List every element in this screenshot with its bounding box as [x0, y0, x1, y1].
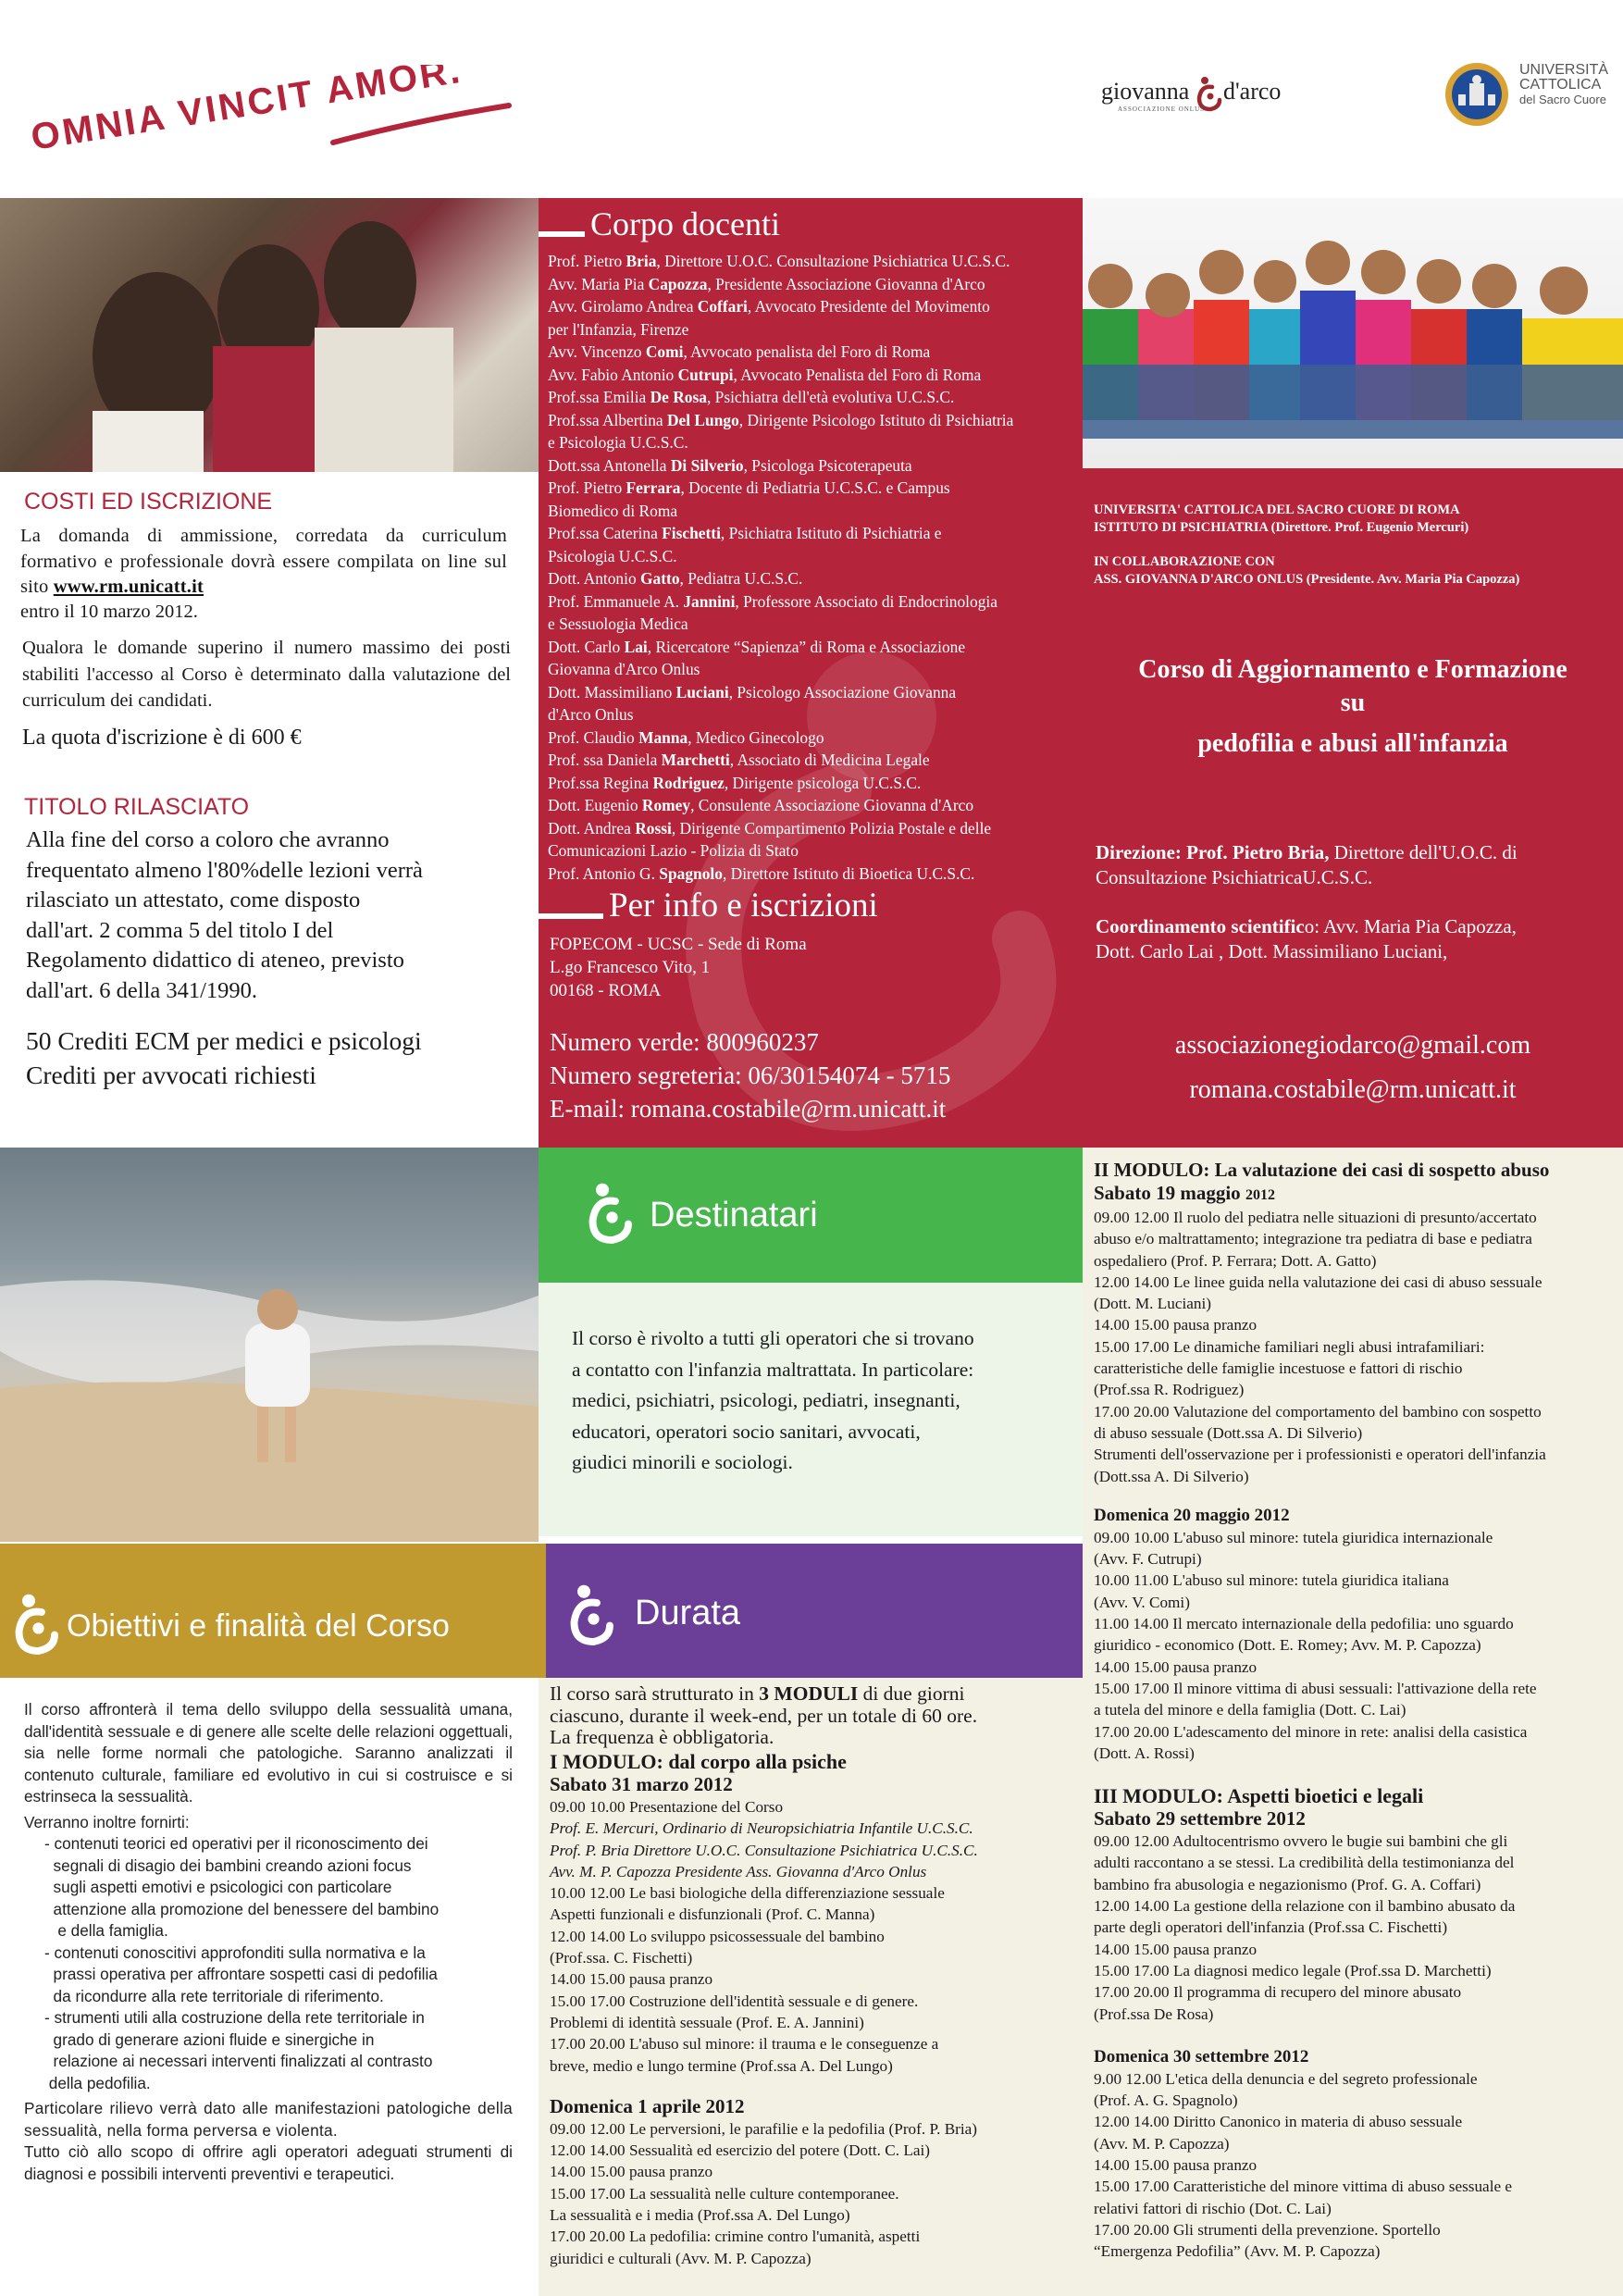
schedule-item: (Prof. A. G. Spagnolo): [1094, 2091, 1238, 2110]
mother-child-icon: [564, 1582, 616, 1654]
faculty-surname: Jannini: [683, 591, 736, 611]
faculty-title-text: Prof.ssa Regina: [548, 773, 653, 792]
faculty-title-text: Avv. Maria Pia: [548, 274, 649, 293]
faculty-title-text: Prof.ssa Albertina: [548, 410, 667, 429]
costs-paragraph: [20, 524, 507, 601]
faculty-member: [548, 839, 1013, 863]
faculty-member: [548, 409, 1013, 432]
direction-line2: Consultazione PsichiatricaU.C.S.C.: [1096, 866, 1373, 888]
faculty-role: , Dirigente Compartimento Polizia Postale e delle: [671, 818, 992, 838]
title-line: dall'art. 6 della 341/1990.: [26, 977, 258, 1003]
info-address: [550, 933, 807, 1002]
schedule-item: a tutela del minore e della famiglia (Dott. C. Lai): [1094, 1701, 1406, 1719]
faculty-role: , Avvocato penalista del Foro di Roma: [683, 342, 931, 361]
faculty-surname: Ferrara: [626, 478, 681, 497]
faculty-title-text: Avv. Girolamo Andrea: [548, 297, 698, 316]
schedule-item: 12.00 14.00 Lo sviluppo psicossessuale del bambino: [550, 1927, 885, 1945]
organizer-line: ISTITUTO DI PSICHIATRIA (Direttore. Prof. Eugenio Mercuri): [1094, 520, 1469, 535]
direction-block: [1096, 840, 1518, 964]
ucsc-line1: UNIVERSITÀ: [1519, 62, 1609, 78]
info-title: Per info e iscrizioni: [609, 887, 878, 925]
faculty-surname: Capozza: [648, 274, 708, 293]
faculty-member: [548, 545, 1013, 568]
faculty-title-text: Prof.ssa Caterina: [548, 524, 663, 542]
motto-logo: [28, 65, 527, 167]
modules-panel: [1083, 1148, 1623, 2296]
bullet-line: - strumenti utili alla costruzione della rete territoriale in: [44, 2008, 425, 2027]
schedule-item: “Emergenza Pedofilia” (Avv. M. P. Capozza): [1094, 2242, 1381, 2261]
faculty-surname: Fischetti: [662, 524, 721, 542]
faculty-role: , Associato di Medicina Legale: [729, 751, 930, 769]
motto-text: OMNIA VINCIT AMOR.: [28, 65, 465, 158]
schedule-list: [1094, 2068, 1549, 2263]
faculty-title-text: Prof. Antonio G.: [548, 863, 660, 883]
faculty-title-text: Avv. Vincenzo: [548, 342, 646, 361]
destinatari-body: [539, 1283, 1083, 1536]
destinatari-header: [539, 1148, 1083, 1283]
costs-title: COSTI ED ISCRIZIONE: [24, 489, 273, 515]
destinatari-line: Il corso è rivolto a tutti gli operatori che si trovano: [572, 1327, 974, 1349]
schedule-item: Prof. E. Mercuri, Ordinario di Neuropsichiatria Infantile U.C.S.C.: [550, 1819, 973, 1838]
ucsc-line2: CATTOLICA: [1519, 77, 1602, 93]
title-line: Regolamento didattico di ateneo, previsto: [26, 948, 404, 973]
schedule-item: ospedaliero (Prof. P. Ferrara; Dott. A. Gatto): [1094, 1251, 1377, 1270]
schedule-item: 17.00 20.00 Valutazione del comportamento del bambino con sospetto: [1094, 1402, 1542, 1421]
costs-selection-text: Qualora le domande superino il numero massimo dei posti stabiliti l'accesso al Corso è determinato dalla valutazione del curriculum dei candidati.: [22, 638, 511, 711]
faculty-member: [548, 364, 1013, 387]
faculty-member: [548, 522, 1013, 545]
schedule-item: 15.00 17.00 Caratteristiche del minore vittima di abuso sessuale e: [1094, 2178, 1513, 2196]
schedule-item: Problemi di identità sessuale (Prof. E. A. Jannini): [550, 2013, 864, 2031]
schedule-item: 12.00 14.00 Le linee guida nella valutazione dei casi di abuso sessuale: [1094, 1272, 1542, 1291]
module1-title: I MODULO: dal corpo alla psiche: [550, 1750, 847, 1773]
obiettivi-body: [24, 1699, 513, 2185]
schedule-item: 11.00 14.00 Il mercato internazionale della pedofilia: uno sguardo: [1094, 1615, 1514, 1633]
faculty-title-text: Avv. Fabio Antonio: [548, 365, 678, 384]
faculty-member: [548, 318, 1013, 341]
faculty-surname: De Rosa: [650, 388, 707, 406]
schedule-item: Prof. P. Bria Direttore U.O.C. Consultazione Psichiatrica U.C.S.C.: [550, 1841, 978, 1859]
faculty-title-text: Comunicazioni Lazio - Polizia di Stato: [548, 841, 799, 860]
faculty-surname: Cutrupi: [677, 365, 734, 384]
mother-child-icon: [583, 1181, 635, 1252]
faculty-title-text: Biomedico di Roma: [548, 501, 678, 520]
faculty-list: [548, 250, 1013, 885]
schedule-item: giuridici e culturali (Avv. M. P. Capozza): [550, 2249, 812, 2267]
faculty-surname: Rossi: [635, 818, 672, 838]
faculty-title-text: Dott.ssa Antonella: [548, 455, 671, 475]
info-email[interactable]: E-mail: romana.costabile@rm.unicatt.it: [550, 1095, 947, 1123]
gda-logo-sub: ASSOCIAZIONE ONLUS: [1118, 105, 1206, 113]
schedule-item: 09.00 10.00 Presentazione del Corso: [550, 1798, 784, 1816]
schedule-item: (Avv. F. Cutrupi): [1094, 1550, 1202, 1569]
destinatari-line: medici, psichiatri, psicologi, pediatri, insegnanti,: [572, 1389, 960, 1411]
faculty-role: , Direttore U.O.C. Consultazione Psichiatrica U.C.S.C.: [656, 252, 1010, 270]
schedule-item: 17.00 20.00 L'adescamento del minore in rete: analisi della casistica: [1094, 1722, 1528, 1741]
faculty-member: [548, 386, 1013, 409]
heading-bar: [539, 913, 603, 919]
faculty-role: , Ricercatore “Sapienza” di Roma e Associazione: [647, 637, 966, 656]
title-section-heading: TITOLO RILASCIATO: [24, 794, 250, 820]
schedule-item: 10.00 11.00 L'abuso sul minore: tutela giuridica italiana: [1094, 1571, 1449, 1590]
schedule-item: abuso e/o maltrattamento; integrazione tra pediatra di base e pediatra: [1094, 1230, 1532, 1248]
course-title-line1: Corso di Aggiornamento e Formazione: [1138, 655, 1567, 684]
faculty-title-text: e Psicologia U.C.S.C.: [548, 433, 688, 452]
organizer-line: UNIVERSITA' CATTOLICA DEL SACRO CUORE DI ROMA: [1094, 503, 1460, 517]
schedule-item: 15.00 17.00 Le dinamiche familiari negli abusi intrafamiliari:: [1094, 1337, 1485, 1356]
faculty-member: [548, 636, 1013, 659]
faculty-role: , Presidente Associazione Giovanna d'Arco: [707, 274, 985, 293]
schedule-item: 12.00 14.00 Diritto Canonico in materia di abuso sessuale: [1094, 2113, 1463, 2131]
costs-deadline: entro il 10 marzo 2012.: [20, 602, 198, 622]
obiettivi-header: [0, 1544, 546, 1678]
schedule-item: 17.00 20.00 Gli strumenti della prevenzione. Sportello: [1094, 2220, 1441, 2239]
coord-text: o: Avv. Maria Pia Capozza,: [1304, 915, 1517, 937]
schedule-item: 09.00 12.00 Il ruolo del pediatra nelle situazioni di presunto/accertato: [1094, 1209, 1537, 1226]
durata-intro-line3: La frequenza è obbligatoria.: [550, 1726, 774, 1748]
faculty-role: , Docente di Pediatria U.C.S.C. e Campus: [680, 478, 950, 497]
gda-logo-name: giovanna: [1101, 78, 1190, 105]
coord-label: Coordinamento scientific: [1096, 915, 1305, 937]
faculty-member: [548, 658, 1013, 681]
faculty-surname: Luciani: [675, 682, 729, 701]
schedule-item: La sessualità e i media (Prof.ssa A. Del Lungo): [550, 2206, 850, 2225]
destinatari-title: Destinatari: [650, 1196, 818, 1235]
coord-line2: Dott. Carlo Lai , Dott. Massimiliano Luciani,: [1096, 940, 1448, 962]
course-title-line2: su: [1340, 689, 1366, 717]
faculty-title: Corpo docenti: [590, 205, 780, 242]
schedule-item: (Avv. M. P. Capozza): [1094, 2134, 1230, 2153]
bullet-line: prassi operativa per affrontare sospetti casi di pedofilia: [44, 1965, 438, 1983]
gda-logo-name2: d'arco: [1223, 78, 1282, 105]
faculty-member: [548, 500, 1013, 523]
faculty-surname: Di Silverio: [670, 455, 744, 475]
obiettivi-bullets: [24, 1833, 513, 2094]
schedule-item: 14.00 15.00 pausa pranzo: [550, 1970, 713, 1989]
address-line: FOPECOM - UCSC - Sede di Roma: [550, 935, 807, 954]
destinatari-line: a contatto con l'infanzia maltrattata. In particolare:: [572, 1358, 974, 1381]
schedule-item: (Prof.ssa R. Rodriguez): [1094, 1381, 1245, 1399]
faculty-title-text: Prof. ssa Daniela: [548, 751, 662, 769]
schedule-item: 15.00 17.00 Il minore vittima di abusi sessuali: l'attivazione della rete: [1094, 1679, 1537, 1697]
schedule-item: 14.00 15.00 pausa pranzo: [1094, 1940, 1258, 1958]
info-phones: [550, 1025, 950, 1125]
course-title-line3: pedofilia e abusi all'infanzia: [1197, 729, 1508, 758]
schedule-list: [550, 2118, 978, 2269]
faculty-member: [548, 772, 1013, 795]
bullet-line: grado di generare azioni fluide e sinergiche in: [44, 2029, 375, 2049]
bullet-line: relazione ai necessari interventi finalizzati al contrasto: [44, 2052, 433, 2070]
faculty-member: [548, 613, 1013, 636]
obiettivi-relief: Particolare rilievo verrà dato alle manifestazioni patologiche della sessualità, nella forma perversa e violenta.: [24, 2099, 513, 2140]
heading-bar: [539, 231, 585, 237]
schedule-item: 14.00 15.00 pausa pranzo: [550, 2163, 713, 2181]
module1-day2: Domenica 1 aprile 2012: [550, 2094, 745, 2117]
schedule-item: (Prof.ssa De Rosa): [1094, 2004, 1214, 2023]
obiettivi-aim: Tutto ciò allo scopo di offrire agli operatori adeguati strumenti di diagnosi e possibili interventi preventivi e terapeutici.: [24, 2142, 513, 2183]
faculty-surname: Comi: [645, 342, 684, 361]
credits-lawyers: Crediti per avvocati richiesti: [26, 1061, 316, 1089]
module3-day1: Sabato 29 settembre 2012: [1094, 1807, 1306, 1831]
ucsc-seal-icon: [1443, 61, 1510, 128]
faculty-role: , Avvocato Penalista del Foro di Roma: [733, 365, 982, 384]
faculty-member: [548, 295, 1013, 318]
faculty-member: [548, 817, 1013, 840]
faculty-title-text: Giovanna d'Arco Onlus: [548, 660, 700, 678]
faculty-panel: [539, 198, 1083, 1148]
schedule-item: 14.00 15.00 pausa pranzo: [1094, 1657, 1258, 1676]
schedule-item: Aspetti funzionali e disfunzionali (Prof. C. Manna): [550, 1905, 875, 1924]
title-line: rilasciato un attestato, come disposto: [26, 887, 361, 912]
faculty-title-text: Psicologia U.C.S.C.: [548, 546, 677, 565]
module2-day2: Domenica 20 maggio 2012: [1094, 1505, 1290, 1525]
faculty-title-text: Dott. Carlo: [548, 637, 625, 656]
website-link[interactable]: www.rm.unicatt.it: [53, 577, 204, 597]
faculty-role: , Professore Associato di Endocrinologia: [735, 591, 997, 611]
faculty-surname: Rodriguez: [652, 773, 725, 792]
schedule-item: di abuso sessuale (Dott.ssa A. Di Silverio): [1094, 1423, 1363, 1442]
faculty-surname: Spagnolo: [659, 863, 723, 883]
faculty-title-text: Dott. Eugenio: [548, 796, 642, 814]
schedule-item: parte degli operatori dell'infanzia (Prof.ssa C. Fischetti): [1094, 1918, 1448, 1937]
bullet-line: sugli aspetti emotivi e psicologici con particolare: [44, 1878, 392, 1896]
title-section-body: [26, 825, 526, 1006]
schedule-item: (Dott. M. Luciani): [1094, 1295, 1211, 1313]
bullet-line: della pedofilia.: [44, 2073, 151, 2092]
obiettivi-intro: Il corso affronterà il tema dello sviluppo della sessualità umana, dall'identità sessuale e di genere alle scelte delle relazioni oggettuali, sia nelle forme normali che patologiche. Saranno analizzati il contenuto culturale, familiare ed evolutivo in cui si costruisce e si estrinseca la sessualità.: [24, 1700, 513, 1806]
faculty-member: [548, 590, 1013, 614]
bullet-line: - contenuti teorici ed operativi per il riconoscimento dei: [44, 1834, 428, 1853]
credits-ecm: 50 Crediti ECM per medici e psicologi: [26, 1026, 422, 1055]
bullet-line: e della famiglia.: [44, 1921, 168, 1940]
schedule-item: caratteristiche delle famiglie incestuose e fattori di rischio: [1094, 1359, 1463, 1378]
schedule-item: 17.00 20.00 La pedofilia: crimine contro l'umanità, aspetti: [550, 2228, 921, 2246]
phone-secretary[interactable]: Numero segreteria: 06/30154074 - 5715: [550, 1061, 951, 1089]
schedule-item: (Prof.ssa. C. Fischetti): [550, 1949, 693, 1967]
faculty-member: [548, 477, 1013, 500]
schedule-item: adulti raccontano a se stessi. La credibilità della testimonianza del: [1094, 1854, 1515, 1872]
faculty-member: [548, 703, 1013, 726]
faculty-member: [548, 726, 1013, 750]
faculty-surname: Romey: [641, 796, 691, 814]
module2-day1: Sabato 19 maggio: [1094, 1182, 1245, 1204]
durata-intro-line2: ciascuno, durante il week-end, per un totale di 60 ore.: [550, 1704, 978, 1727]
faculty-role: , Psichiatra dell'età evolutiva U.C.S.C.: [706, 388, 955, 406]
faculty-role: , Dirigente Psicologo Istituto di Psichiatria: [738, 410, 1014, 429]
schedule-item: Strumenti dell'osservazione per i professionisti e operatori dell'infanzia: [1094, 1446, 1546, 1464]
title-line: dall'art. 2 comma 5 del titolo I del: [26, 917, 334, 943]
obiettivi-title: Obiettivi e finalità del Corso: [67, 1608, 450, 1644]
photo-children-group: [0, 198, 539, 472]
bullet-line: - contenuti conoscitivi approfonditi sulla normativa e la: [44, 1942, 426, 1962]
course-emails: [1083, 1024, 1623, 1112]
destinatari-line: giudici minorili e sociologi.: [572, 1451, 793, 1473]
ucsc-logo: [1443, 59, 1610, 130]
faculty-member: [548, 273, 1013, 296]
module2-title: II MODULO: La valutazione dei casi di sospetto abuso: [1094, 1159, 1550, 1181]
durata-header: [546, 1544, 1083, 1678]
faculty-title-text: Prof. Pietro: [548, 478, 626, 497]
faculty-member: [548, 794, 1013, 817]
faculty-title-text: Dott. Antonio: [548, 569, 641, 588]
faculty-role: , Pediatra U.C.S.C.: [679, 569, 803, 588]
durata-intro-end: di due giorni: [858, 1682, 965, 1705]
address-line: L.go Francesco Vito, 1: [550, 958, 711, 977]
faculty-surname: Gatto: [640, 569, 680, 588]
direction-text: Direttore dell'U.O.C. di: [1329, 841, 1518, 863]
schedule-list: [1094, 1831, 1549, 2025]
faculty-title-text: Dott. Andrea: [548, 818, 636, 838]
faculty-title-text: Prof. Emmanuele A.: [548, 591, 684, 611]
module3-title: III MODULO: Aspetti bioetici e legali: [1094, 1784, 1424, 1808]
photo-child-beach: [0, 1148, 539, 1542]
email-secretary[interactable]: romana.costabile@rm.unicatt.it: [1189, 1075, 1517, 1104]
durata-body: [539, 1678, 1083, 2296]
schedule-item: 14.00 15.00 pausa pranzo: [1094, 1316, 1258, 1334]
faculty-title-text: Prof. Pietro: [548, 252, 626, 270]
faculty-role: , Medico Ginecologo: [688, 727, 824, 747]
schedule-item: 12.00 14.00 La gestione della relazione con il bambino abusato da: [1094, 1897, 1516, 1916]
module1-day1: Sabato 31 marzo 2012: [550, 1773, 733, 1795]
schedule-item: 15.00 17.00 Costruzione dell'identità sessuale e di genere.: [550, 1992, 919, 2010]
schedule-item: 17.00 20.00 Il programma di recupero del minore abusato: [1094, 1983, 1462, 2002]
durata-intro: Il corso sarà strutturato in: [550, 1682, 760, 1705]
schedule-item: 09.00 10.00 L'abuso sul minore: tutela giuridica internazionale: [1094, 1528, 1493, 1546]
bullet-line: da ricondurre alla rete territoriale di riferimento.: [44, 1986, 384, 2005]
durata-modules: 3 MODULI: [759, 1682, 859, 1705]
faculty-role: , Dirigente psicologa U.C.S.C.: [724, 773, 922, 792]
photo-children-sitting: [1083, 198, 1623, 468]
faculty-member: [548, 341, 1013, 364]
faculty-member: [548, 749, 1013, 772]
title-line: frequentato almeno l'80%delle lezioni verrà: [26, 857, 423, 883]
faculty-title-text: d'Arco Onlus: [548, 705, 634, 724]
schedule-list: [1094, 1207, 1549, 1487]
faculty-role: , Psicologa Psicoterapeuta: [743, 455, 912, 475]
module2-day1-year: 2012: [1245, 1187, 1275, 1203]
schedule-item: (Dott.ssa A. Di Silverio): [1094, 1467, 1249, 1485]
destinatari-line: educatori, operatori socio sanitari, avvocati,: [572, 1420, 921, 1443]
faculty-role: , Direttore Istituto di Bioetica U.C.S.C.: [722, 863, 975, 883]
faculty-role: , Psicologo Associazione Giovanna: [728, 682, 957, 701]
fee-text: La quota d'iscrizione è di 600 €: [22, 726, 302, 750]
title-section: [24, 794, 524, 821]
faculty-title-text: Prof.ssa Emilia: [548, 388, 650, 406]
module3-day2: Domenica 30 settembre 2012: [1094, 2046, 1309, 2066]
schedule-item: (Dott. A. Rossi): [1094, 1744, 1195, 1762]
mother-child-icon: [9, 1592, 61, 1663]
faculty-member: [548, 431, 1013, 454]
schedule-item: bambino fra abusologia e negazionismo (Prof. G. A. Coffari): [1094, 1875, 1481, 1893]
bullet-line: segnali di disagio dei bambini creando azioni focus: [44, 1855, 412, 1875]
faculty-title-text: Prof. Claudio: [548, 727, 639, 747]
schedule-item: 9.00 12.00 L'etica della denuncia e del segreto professionale: [1094, 2069, 1478, 2088]
schedule-item: breve, medio e lungo termine (Prof.ssa A. Del Lungo): [550, 2056, 893, 2075]
faculty-member: [548, 863, 1013, 886]
faculty-title-text: Dott. Massimiliano: [548, 682, 676, 701]
schedule-item: 09.00 12.00 Adultocentrismo ovvero le bugie sui bambini che gli: [1094, 1832, 1508, 1851]
faculty-member: [548, 567, 1013, 590]
faculty-member: [548, 681, 1013, 704]
durata-title: Durata: [635, 1594, 741, 1632]
credits-section: [26, 1024, 535, 1092]
faculty-surname: Bria: [626, 252, 657, 270]
faculty-role: , Avvocato Presidente del Movimento: [747, 297, 990, 316]
course-title: [1083, 653, 1623, 761]
schedule-item: 17.00 20.00 L'abuso sul minore: il trauma e le conseguenze a: [550, 2035, 939, 2054]
schedule-item: 14.00 15.00 pausa pranzo: [1094, 2155, 1258, 2174]
address-line: 00168 - ROMA: [550, 981, 662, 1000]
obiettivi-provided: Verranno inoltre fornirti:: [24, 1812, 190, 1831]
schedule-list: [550, 1796, 978, 2077]
faculty-role: , Psichiatra Istituto di Psichiatria e: [720, 524, 942, 542]
schedule-item: (Avv. V. Comi): [1094, 1593, 1190, 1611]
title-line: Alla fine del corso a coloro che avranno: [26, 827, 390, 852]
phone-toll-free[interactable]: Numero verde: 800960237: [550, 1028, 819, 1056]
email-association[interactable]: associazionegiodarco@gmail.com: [1174, 1031, 1531, 1060]
schedule-item: 12.00 14.00 Sessualità ed esercizio del potere (Dott. C. Lai): [550, 2141, 930, 2160]
faculty-title-text: per l'Infanzia, Firenze: [548, 319, 689, 339]
direction-label: Direzione: Prof. Pietro Bria,: [1096, 841, 1330, 863]
ucsc-line3: del Sacro Cuore: [1519, 93, 1606, 106]
faculty-role: , Consulente Associazione Giovanna d'Arco: [690, 796, 974, 814]
faculty-surname: Marchetti: [661, 751, 730, 769]
faculty-surname: Del Lungo: [666, 410, 739, 429]
schedule-item: Avv. M. P. Capozza Presidente Ass. Giovanna d'Arco Onlus: [550, 1862, 927, 1880]
costs-section: [24, 489, 524, 515]
bullet-line: attenzione alla promozione del benessere del bambino: [44, 1899, 440, 1918]
schedule-item: 10.00 12.00 Le basi biologiche della differenziazione sessuale: [550, 1884, 945, 1903]
course-panel: [1083, 468, 1623, 1148]
faculty-title-text: e Sessuologia Medica: [548, 614, 688, 633]
schedule-item: 15.00 17.00 La sessualità nelle culture contemporanee.: [550, 2184, 899, 2203]
faculty-surname: Manna: [638, 727, 688, 747]
faculty-member: [548, 250, 1013, 273]
collab-line: IN COLLABORAZIONE CON: [1094, 554, 1275, 569]
schedule-item: 09.00 12.00 Le perversioni, le parafilie e la pedofilia (Prof. P. Bria): [550, 2119, 978, 2138]
giovanna-darco-logo: [1101, 76, 1305, 122]
schedule-item: 15.00 17.00 La diagnosi medico legale (Prof.ssa D. Marchetti): [1094, 1961, 1492, 1980]
schedule-item: relativi fattori di rischio (Dot. C. Lai): [1094, 2199, 1332, 2217]
collab-line: ASS. GIOVANNA D'ARCO ONLUS (Presidente. Avv. Maria Pia Capozza): [1094, 572, 1520, 587]
costs-text: La domanda di ammissione, corredata da curriculum formativo e professionale dovrà essere compilata on line sul sito: [20, 526, 507, 597]
organizer-block: [1094, 502, 1519, 589]
faculty-surname: Lai: [624, 637, 648, 656]
faculty-surname: Coffari: [697, 297, 748, 316]
schedule-item: giuridico - economico (Dott. E. Romey; Avv. M. P. Capozza): [1094, 1636, 1481, 1655]
faculty-member: [548, 454, 1013, 478]
schedule-list: [1094, 1527, 1549, 1764]
